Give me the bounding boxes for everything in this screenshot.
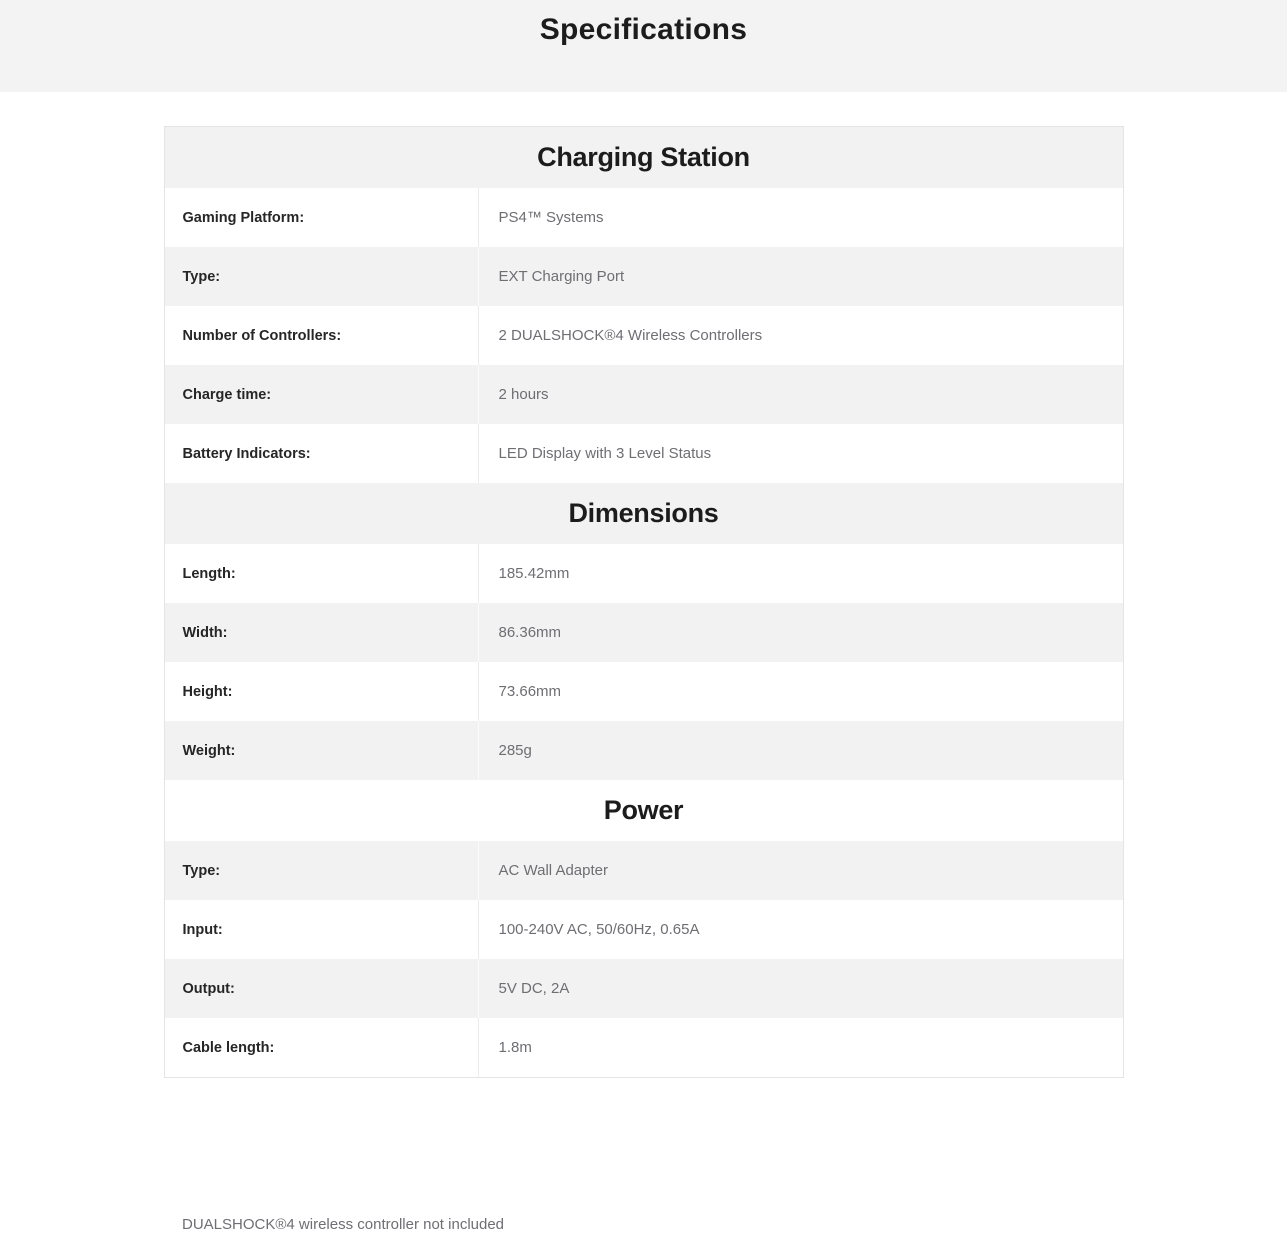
spec-row — [165, 188, 1123, 247]
spec-row — [165, 247, 1123, 306]
spec-row — [165, 841, 1123, 900]
spec-value: 2 hours — [498, 386, 549, 403]
spec-row — [165, 662, 1123, 721]
spec-value: 285g — [498, 742, 532, 759]
spec-row — [165, 900, 1123, 959]
main-content — [0, 126, 1287, 1233]
spec-label: Number of Controllers: — [165, 306, 479, 365]
page-title: Specifications — [539, 13, 748, 46]
spec-label: Cable length: — [165, 1018, 479, 1077]
spec-row — [165, 365, 1123, 424]
spec-row — [165, 1018, 1123, 1077]
spec-value: 86.36mm — [498, 624, 562, 641]
spec-value: 5V DC, 2A — [498, 980, 570, 997]
spec-label: Input: — [165, 900, 479, 959]
spec-label: Weight: — [165, 721, 479, 780]
spec-value: AC Wall Adapter — [498, 862, 608, 879]
spec-row — [165, 721, 1123, 780]
footer-note: DUALSHOCK®4 wireless controller not included — [182, 1216, 505, 1233]
spec-value: LED Display with 3 Level Status — [498, 445, 712, 462]
section-header: Power — [603, 795, 684, 825]
spec-row — [165, 306, 1123, 365]
page-header — [0, 0, 1287, 92]
spec-row — [165, 544, 1123, 603]
spec-label: Width: — [165, 603, 479, 662]
spec-label: Charge time: — [165, 365, 479, 424]
spec-label: Height: — [165, 662, 479, 721]
spec-label: Battery Indicators: — [165, 424, 479, 483]
spec-label: Length: — [165, 544, 479, 603]
spec-value: 73.66mm — [498, 683, 562, 700]
spec-label: Gaming Platform: — [165, 188, 479, 247]
spec-row — [165, 603, 1123, 662]
spec-label: Type: — [165, 841, 479, 900]
section-header: Dimensions — [165, 483, 1123, 544]
spec-value: EXT Charging Port — [498, 268, 625, 285]
spec-value: 2 DUALSHOCK®4 Wireless Controllers — [498, 327, 763, 344]
spec-row — [165, 424, 1123, 483]
spec-table — [164, 126, 1124, 1078]
spec-value: PS4™ Systems — [498, 209, 604, 226]
spec-row — [165, 959, 1123, 1018]
spec-value: 100-240V AC, 50/60Hz, 0.65A — [498, 921, 700, 938]
spec-value: 185.42mm — [498, 565, 570, 582]
spec-value: 1.8m — [498, 1039, 532, 1056]
spec-label: Type: — [165, 247, 479, 306]
section-header: Charging Station — [165, 127, 1123, 188]
spec-label: Output: — [165, 959, 479, 1018]
